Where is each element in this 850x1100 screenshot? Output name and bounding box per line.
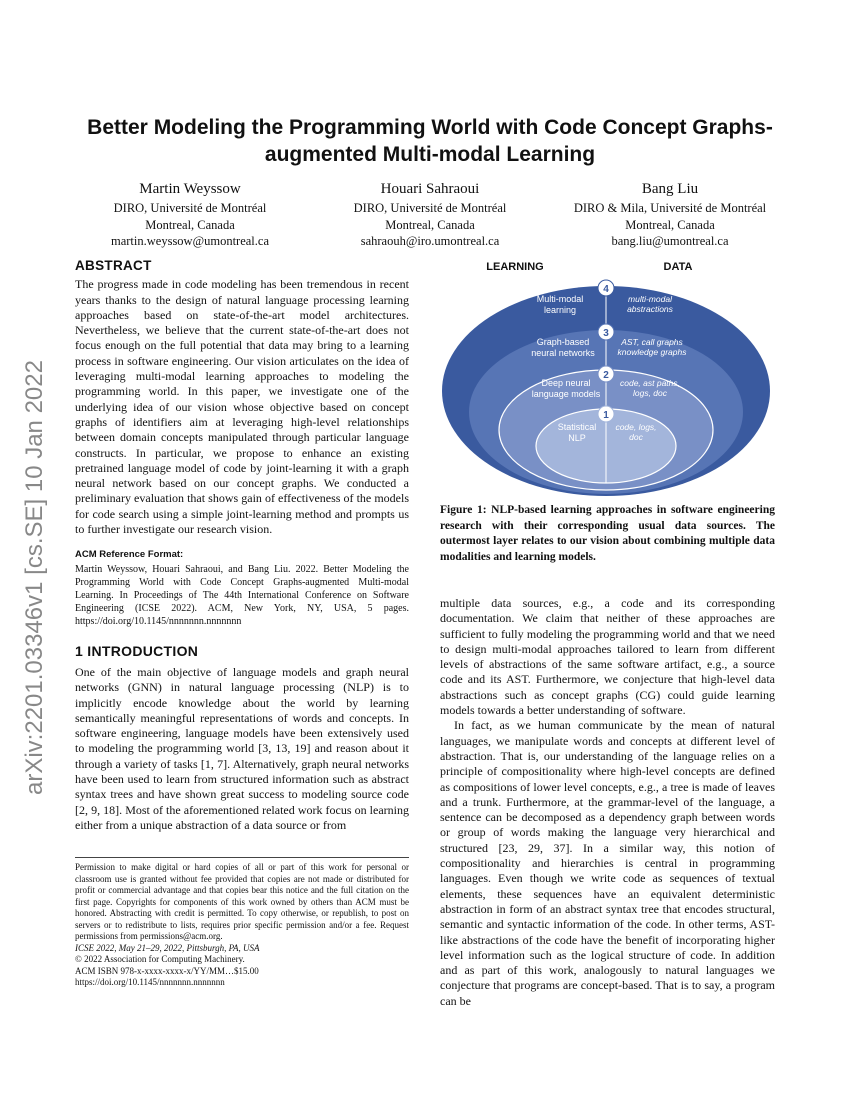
layer-1-data-line1: code, logs, — [615, 422, 657, 432]
layer-3-data-line1: AST, call graphs — [621, 337, 683, 347]
copyright-footnote — [75, 857, 409, 989]
layer-4-data-line2: abstractions — [627, 304, 673, 314]
author-location: Montreal, Canada — [625, 217, 715, 232]
layer-1-data-line2: doc — [629, 432, 643, 442]
author-location: Montreal, Canada — [385, 217, 475, 232]
layer-4-learning-line1: Multi-modal — [536, 294, 584, 304]
layer-1-number: 1 — [603, 410, 609, 421]
figure-caption: Figure 1: NLP-based learning approaches in software engineering research with their corresponding usual data sources. The outermost layer relates to our vision about combining multiple data modalities and learning models. — [440, 504, 775, 563]
right-paragraph-2: In fact, as we human communicate by the mean of natural languages, we manipulate words and concepts at different level of abstraction. That is, our understanding of the language relies on a principle of compositionality where high-level concepts are defined as compositions of lower level concepts, e.g., a tree is made of leaves and a trunk. Furthermore, at the grammar-level of the language, a sentence can be decomposed as a dependency graph between words or group of words making the language very hierarchical and structured [23, 29, 37]. In a similar way, this notion of compositionality and hierarchies is central in programming languages. Even though we write code as sequences of textual elements, these sequences have an equivalent deterministic abstraction in form of an abstract syntax tree that encodes structural, semantic and syntactic information of the code. In other terms, AST-like abstractions of the code have the benefit of incorporating higher level information such as the logical structure of code. In addition and as part of this work, analogously to natural languages we conjecture that programs are concept-based. That is to say, a program can be — [440, 718, 775, 1008]
abstract-text: The progress made in code modeling has been tremendous in recent years thanks to the design of natural language processing learning approaches based on state-of-the-art model architectures. Nevertheless, we believe that the current state-of-the-art does not focus enough on the full potential that data may bring to a learning process in software engineering. Our vision articulates on the idea of leveraging multi-modal learning approaches to modeling the programming world. In this paper, we investigate one of the underlying idea of our vision whose objective based on concept graphs of identifiers aim at leveraging high-level relationships between domain concepts manipulated through particular language constructs. In particular, we propose to enhance an existing pretrained language model of code by joint-learning it with a graph neural network based on our concept graphs. We conducted a preliminary evaluation that shows gain of effectiveness of the models for code search using a simple joint-learning method and prompts us to further investigate our research vision. — [75, 277, 409, 537]
layer-2-data-line1: code, ast paths, — [619, 378, 681, 388]
acm-ref-heading: ACM Reference Format: — [75, 549, 184, 561]
author-name: Houari Sahraoui — [380, 181, 480, 197]
intro-text: One of the main objective of language models and graph neural networks (GNN) in natural language processing (NLP) is to implicitly encode knowledge about the world by learning semantically meaningful representations of words and concepts. In software engineering, language models have been extensively used to modeling the programming world [3, 13, 19] and reason about it through a variety of tasks [1, 7]. Alternatively, graph neural networks have been used to learn from structured information such as abstract syntax trees and have shown great success to modeling source code [2, 9, 18]. Most of the aforementioned related work focus on learning either from a unique abstraction of a data source or from — [75, 664, 409, 832]
layer-4-learning-line2: learning — [543, 305, 577, 315]
paper-title: Better Modeling the Programming World with Code Concept Graphs-augmented Multi-modal Learning — [87, 116, 773, 166]
left-column — [75, 258, 409, 833]
layer-1-learning-line1: Statistical — [557, 422, 597, 432]
author-2 — [310, 180, 550, 250]
layer-2-number: 2 — [603, 370, 609, 381]
layer-2-learning-line1: Deep neural — [541, 378, 591, 388]
figure-header-data: DATA — [663, 261, 693, 273]
author-name: Bang Liu — [641, 181, 699, 197]
conference-line: ICSE 2022, May 21–29, 2022, Pittsburgh, PA, USA — [75, 942, 260, 953]
abstract-heading: ABSTRACT — [75, 258, 152, 273]
author-email[interactable]: bang.liu@umontreal.ca — [611, 234, 729, 248]
author-affiliation: DIRO, Université de Montréal — [113, 201, 267, 215]
layer-4-number: 4 — [603, 284, 609, 295]
author-location: Montreal, Canada — [145, 217, 235, 232]
footnote-rule — [75, 857, 409, 858]
arxiv-id-text: arXiv:2201.03346v1 [cs.SE] 10 Jan 2022 — [21, 360, 48, 795]
layer-3-learning-line2: neural networks — [531, 348, 595, 358]
author-name: Martin Weyssow — [139, 181, 241, 197]
author-email[interactable]: martin.weyssow@umontreal.ca — [111, 234, 269, 248]
copyright-line: © 2022 Association for Computing Machinery. — [75, 954, 245, 964]
author-block — [70, 180, 790, 250]
layer-1-learning-line2: NLP — [568, 433, 586, 443]
author-affiliation: DIRO & Mila, Université de Montréal — [573, 201, 767, 215]
figure-1 — [440, 258, 775, 498]
layer-2-learning-line2: language models — [531, 389, 601, 399]
layer-3-learning-line1: Graph-based — [536, 337, 590, 347]
isbn-line: ACM ISBN 978-x-xxxx-xxxx-x/YY/MM…$15.00 — [75, 965, 259, 976]
author-3 — [550, 180, 790, 250]
layer-2-data-line2: logs, doc — [632, 388, 668, 398]
intro-heading: 1 INTRODUCTION — [75, 642, 199, 659]
permission-text: Permission to make digital or hard copies of all or part of this work for personal or classroom use is granted without fee provided that copies are not made or distributed for profit or commercial advantage and that copies bear this notice and the full citation on the first page. Copyrights for components of this work owned by others than ACM must be honored. Abstracting with credit is permitted. To copy otherwise, or republish, to post on servers or to redistribute to lists, requires prior specific permission and/or a fee. Request permissions from permissions@acm.org. — [75, 862, 409, 941]
layer-3-data-line2: knowledge graphs — [617, 347, 687, 357]
layer-3-number: 3 — [603, 328, 609, 339]
right-column — [440, 596, 775, 1009]
acm-ref-text: Martin Weyssow, Houari Sahraoui, and Bang Liu. 2022. Better Modeling the Programming World with Code Concept Graphs-augmented Multi-modal Learning. In Proceedings of The 44th International Conference on Software Engineering (ICSE 2022). ACM, New York, NY, USA, 5 pages. https://doi.org/10.1145/nnnnnnn.nnnnnnn — [75, 563, 409, 627]
layer-4-data-line1: multi-modal — [628, 294, 672, 304]
author-email[interactable]: sahraouh@iro.umontreal.ca — [360, 234, 500, 248]
arxiv-identifier — [10, 300, 50, 800]
author-affiliation: DIRO, Université de Montréal — [353, 201, 507, 215]
figure-header-learning: LEARNING — [486, 261, 544, 273]
author-1 — [70, 180, 310, 250]
doi-line: https://doi.org/10.1145/nnnnnnn.nnnnnnn — [75, 977, 225, 987]
right-paragraph-1: multiple data sources, e.g., a code and its corresponding documentation. We claim that neither of these approaches are sufficient to fully modeling the programming world and that we need to design multi-modal approaches tailored to learn from different levels of abstractions of the same software artifact, e.g., a source code and its AST. Furthermore, we conjecture that high-level data abstractions such as concept graphs (CG) could guide learning models towards a better understanding of software. — [440, 596, 775, 718]
